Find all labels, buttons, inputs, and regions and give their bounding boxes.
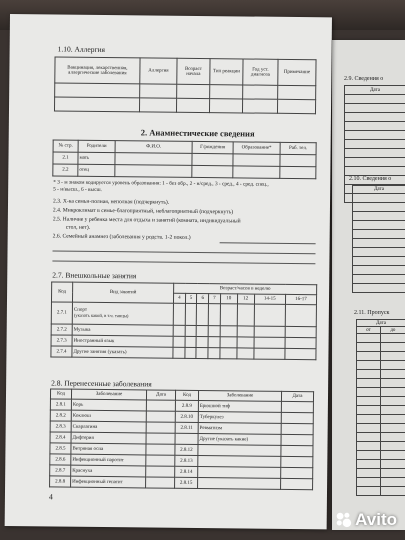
disease-code: 2.8.10	[175, 411, 198, 422]
right-page	[332, 40, 405, 530]
disease-code: 2.8.12	[175, 444, 198, 455]
diseases-table	[49, 388, 314, 490]
table-row	[53, 164, 316, 179]
parents-header-birth: Г/рождения	[192, 141, 233, 153]
document-page	[5, 14, 332, 529]
diseases-header-code-2: Код	[175, 390, 198, 400]
disease-code	[175, 433, 198, 444]
age-col: 4	[173, 293, 185, 303]
page-number: 4	[48, 492, 53, 502]
right-table-3-to: до	[380, 327, 405, 334]
right-section-3-title: 2.11. Пропуск	[354, 310, 390, 316]
disease-code: 2.8.11	[175, 422, 198, 433]
disease-code: 2.8.6	[50, 454, 71, 465]
disease-code: 2.8.13	[175, 455, 198, 466]
age-col: 7	[208, 294, 220, 304]
age-col: 5	[185, 293, 197, 303]
disease-code: 2.8.7	[50, 465, 71, 476]
fill-line	[220, 242, 316, 244]
activity-name: Другие занятия (указать)	[72, 346, 173, 358]
disease-code: 2.8.1	[50, 399, 71, 410]
diseases-header-code: Код	[50, 389, 71, 399]
parents-header-parents: Родители	[78, 140, 115, 152]
parents-row-num: 2.1	[53, 152, 78, 164]
disease-code: 2.8.4	[50, 432, 71, 443]
disease-name: Брюшной тиф	[198, 400, 281, 412]
age-col: 6	[197, 293, 209, 303]
disease-code: 2.8.15	[175, 477, 198, 488]
activities-table	[50, 281, 317, 360]
right-table-2-header: Дата	[353, 186, 405, 194]
activities-header-code: Код	[51, 282, 72, 302]
education-footnote: * 3 - м знаком кодируется уровень образования: 1 - без обр., 2 - н/сред., 3 - сред., 4 - сред. спец.,	[53, 179, 269, 188]
disease-name	[198, 466, 281, 478]
disease-code: 2.8.5	[50, 443, 71, 454]
disease-name: Туберкулез	[198, 411, 281, 423]
fill-line	[53, 250, 316, 254]
family-climate-item: 2.4. Микроклимат в семье-благоприятный, неблагоприятный (подчеркнуть)	[52, 207, 234, 216]
avito-logo-icon	[335, 511, 352, 528]
disease-name: Скарлатина	[71, 421, 146, 433]
disease-code: 2.8.2	[50, 410, 71, 421]
right-table-2	[352, 185, 405, 293]
table-row	[51, 346, 316, 360]
allergy-header-note: Примечание	[278, 59, 316, 85]
disease-name	[198, 455, 281, 467]
child-place-item-cont: стол, нет).	[65, 224, 91, 231]
table-row	[51, 302, 316, 327]
watermark-text: Avito	[355, 510, 397, 529]
disease-name: Дифтерия	[71, 432, 146, 444]
right-section-1-title: 2.9. Сведения о	[344, 76, 384, 82]
activities-header-type: Вид занятий	[72, 282, 173, 303]
activity-name: Музыка	[72, 324, 173, 336]
diseases-header-date: Дата	[146, 390, 175, 400]
right-table-1-header: Дата	[345, 86, 405, 95]
fill-line	[52, 260, 315, 264]
education-footnote-2: 5 - н/высш., 6 - высш.	[53, 186, 102, 193]
disease-name: Краснуха	[71, 465, 146, 477]
allergy-header-allergy: Аллергия	[140, 58, 177, 84]
age-col: 16-17	[285, 294, 316, 304]
parents-header-num: № стр.	[53, 140, 78, 152]
parents-header-name: Ф.И.О.	[115, 141, 192, 154]
disease-name: Инфекционный гепатит	[71, 476, 146, 488]
allergy-header-diagnosis-year: Год уст. диагноза	[243, 59, 278, 85]
disease-name: Инфекционный паротит	[71, 454, 146, 466]
disease-name: Другие (указать какие)	[198, 433, 281, 445]
diseases-title: 2.8. Перенесенные заболевания	[51, 378, 152, 389]
allergy-title: 1.10. Аллергия	[57, 44, 106, 54]
activity-code: 2.7.1	[51, 302, 72, 324]
age-col: 10	[220, 294, 237, 304]
parents-row-num: 2.2	[53, 164, 78, 176]
activity-code: 2.7.2	[51, 324, 72, 335]
activity-sub: (указать какой, в т.ч. танцы)	[73, 312, 129, 319]
anamnesis-title: 2. Анамнестические сведения	[140, 127, 255, 139]
allergy-table	[54, 56, 317, 114]
disease-name: Ревматизм	[198, 422, 281, 434]
allergy-header-reaction: Тип реакции	[210, 59, 243, 85]
disease-name	[198, 444, 281, 456]
parents-table	[52, 139, 316, 179]
diseases-header-disease-2: Заболевание	[198, 390, 281, 401]
activity-name: Спорт (указать какой, в т.ч. танцы)	[72, 302, 173, 325]
diseases-header-disease: Заболевание	[71, 389, 146, 400]
activity-code: 2.7.3	[51, 335, 72, 346]
watermark	[335, 510, 397, 530]
parents-row-who: отец	[78, 164, 115, 176]
disease-name: Коклюш	[71, 410, 146, 422]
right-section-2-title: 2.10. Сведения о	[349, 176, 392, 182]
allergy-header-vaccination: Вакцинация, лекарственная, аллергические заболевания	[55, 57, 140, 84]
parents-header-phone: Раб. тел.	[280, 142, 316, 154]
table-row	[50, 476, 313, 490]
allergy-header-age: Возраст начала	[177, 58, 210, 84]
activities-title: 2.7. Внешкольные занятия	[52, 270, 137, 281]
parents-header-education: Образование*	[233, 142, 280, 154]
family-history-item: 2.6. Семейный анамнез (заболевания у родств. 1-2 покол.)	[52, 233, 191, 241]
disease-name: Ветряная оспа	[71, 443, 146, 455]
activity-code: 2.7.4	[51, 346, 72, 357]
family-type-item: 2.3. Х-ка семьи-полная, неполная (подчеркнуть).	[53, 198, 170, 206]
child-place-item: 2.5. Наличие у ребенка места для отдыха и занятий (комната, индивидуальный	[52, 216, 241, 225]
disease-name	[198, 477, 281, 489]
age-col: 12	[237, 294, 254, 304]
disease-name: Корь	[71, 399, 146, 411]
right-table-3-date: Дата	[357, 320, 405, 327]
activity-name: Иностранный язык	[72, 335, 173, 347]
disease-code: 2.8.3	[50, 421, 71, 432]
right-table-3	[356, 319, 405, 496]
disease-code: 2.8.8	[50, 476, 71, 487]
disease-code: 2.8.9	[175, 400, 198, 411]
parents-row-who: мать	[78, 152, 115, 164]
activities-header-age: Возраст/часов в неделю	[174, 283, 317, 294]
diseases-header-date-2: Дата	[281, 391, 313, 401]
age-col: 14-15	[254, 294, 285, 304]
right-table-3-from: от	[357, 327, 381, 334]
disease-code: 2.8.14	[175, 466, 198, 477]
